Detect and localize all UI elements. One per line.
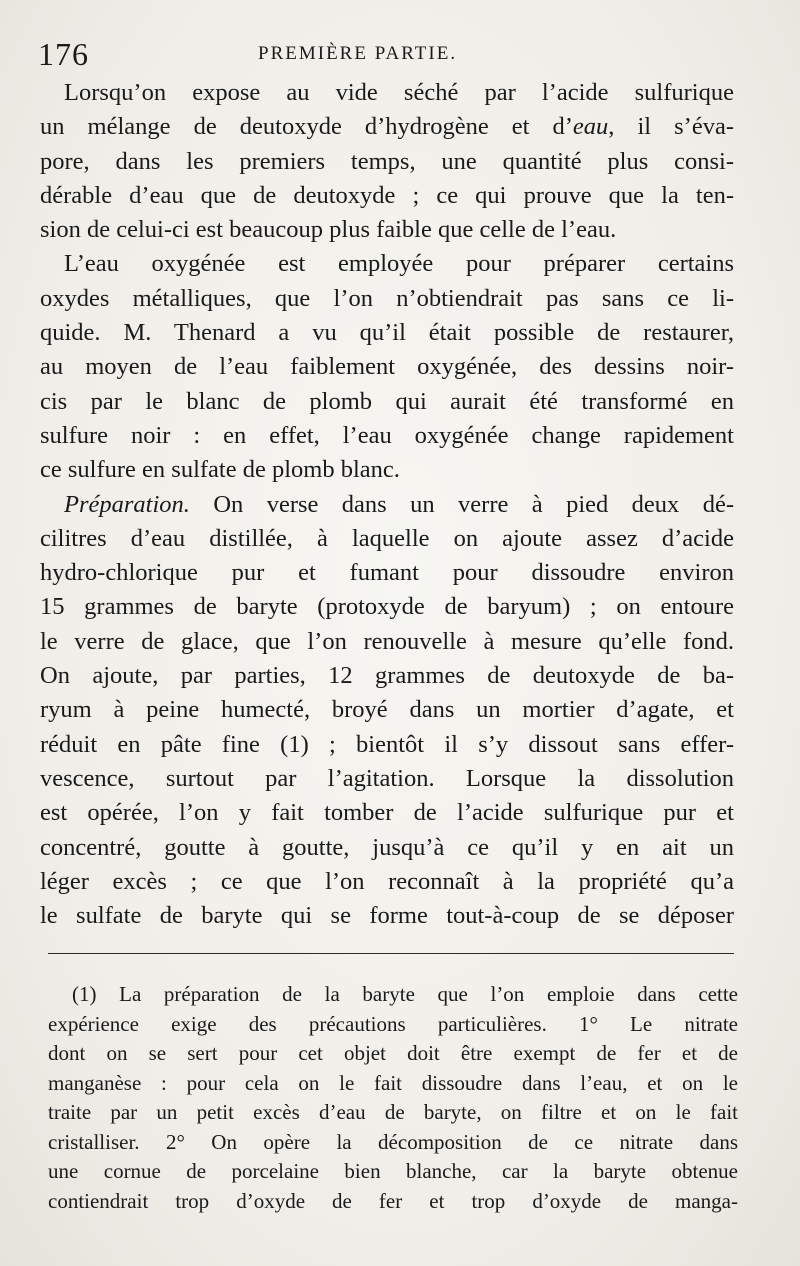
text-line	[40, 488, 734, 522]
text-line: On ajoute, par parties, 12 grammes de deutoxyde de ba-	[40, 662, 734, 690]
footnote-line: traite par un petit excès d’eau de baryte, on filtre et on le fait	[48, 1100, 738, 1124]
text-line: réduit en pâte fine (1) ; bientôt il s’y dissout sans effer-	[40, 730, 734, 758]
footnote-line: expérience exige des précautions particulières. 1° Le nitrate	[48, 1011, 738, 1036]
page-number: 176	[38, 36, 89, 72]
text-line	[40, 110, 734, 144]
text-line: concentré, goutte à goutte, jusqu’à ce qu’il y en ait un	[40, 833, 734, 861]
footnote-line: dont on se sert pour cet objet doit être exempt de fer et de	[48, 1041, 738, 1065]
text-line: 15 grammes de baryte (protoxyde de baryum) ; on entoure	[40, 593, 734, 621]
footnote-line: une cornue de porcelaine bien blanche, car la baryte obtenue	[48, 1159, 738, 1183]
text-line: est opérée, l’on y fait tomber de l’acide sulfurique pur et	[40, 799, 734, 827]
text-line: L’eau oxygénée est employée pour préparer certains	[64, 250, 734, 278]
text-line: pore, dans les premiers temps, une quantité plus consi-	[40, 147, 734, 175]
page-header	[38, 34, 738, 74]
text-line: le verre de glace, que l’on renouvelle à mesure qu’elle fond.	[40, 627, 734, 655]
footnote-line: manganèse : pour cela on le fait dissoudre dans l’eau, et on le	[48, 1070, 738, 1095]
footnote-line: (1) La préparation de la baryte que l’on emploie dans cette	[72, 982, 738, 1006]
text-line: cilitres d’eau distillée, à laquelle on ajoute assez d’acide	[40, 524, 734, 552]
italic-word: eau	[572, 113, 609, 141]
footnote-line: contiendrait trop d’oxyde de fer et trop d’oxyde de manga-	[48, 1188, 738, 1213]
footnote-divider	[48, 953, 734, 954]
text-line: cis par le blanc de plomb qui aurait été transformé en	[40, 387, 734, 415]
main-text	[40, 76, 734, 933]
text-line-content: On verse dans un verre à pied deux dé-	[213, 490, 734, 518]
footnote-line: cristalliser. 2° On opère la décomposition de ce nitrate dans	[48, 1129, 738, 1154]
running-head: PREMIÈRE PARTIE.	[258, 43, 458, 64]
text-line-content: un mélange de deutoxyde d’hydrogène et d’eau, il s’éva-	[40, 113, 734, 141]
footnote	[48, 980, 738, 1216]
text-line: le sulfate de baryte qui se forme tout-à-coup de se déposer	[40, 902, 734, 930]
text-line: sulfure noir : en effet, l’eau oxygénée change rapidement	[40, 421, 734, 449]
text-line: léger excès ; ce que l’on reconnaît à la propriété qu’a	[40, 867, 734, 895]
text-line: au moyen de l’eau faiblement oxygénée, des dessins noir-	[40, 353, 734, 381]
section-lead: Préparation.	[64, 490, 190, 518]
text-line: vescence, surtout par l’agitation. Lorsque la dissolution	[40, 764, 734, 792]
text-line: ce sulfure en sulfate de plomb blanc.	[40, 456, 400, 484]
text-line: sion de celui-ci est beaucoup plus faible que celle de l’eau.	[40, 216, 617, 244]
text-line: dérable d’eau que de deutoxyde ; ce qui prouve que la ten-	[40, 181, 734, 209]
text-line: hydro-chlorique pur et fumant pour dissoudre environ	[40, 559, 734, 587]
text-line: ryum à peine humecté, broyé dans un mortier d’agate, et	[40, 696, 734, 724]
text-line: quide. M. Thenard a vu qu’il était possible de restaurer,	[40, 319, 734, 347]
text-line: Lorsqu’on expose au vide séché par l’acide sulfurique	[64, 79, 734, 106]
text-line: oxydes métalliques, que l’on n’obtiendrait pas sans ce li-	[40, 284, 734, 312]
